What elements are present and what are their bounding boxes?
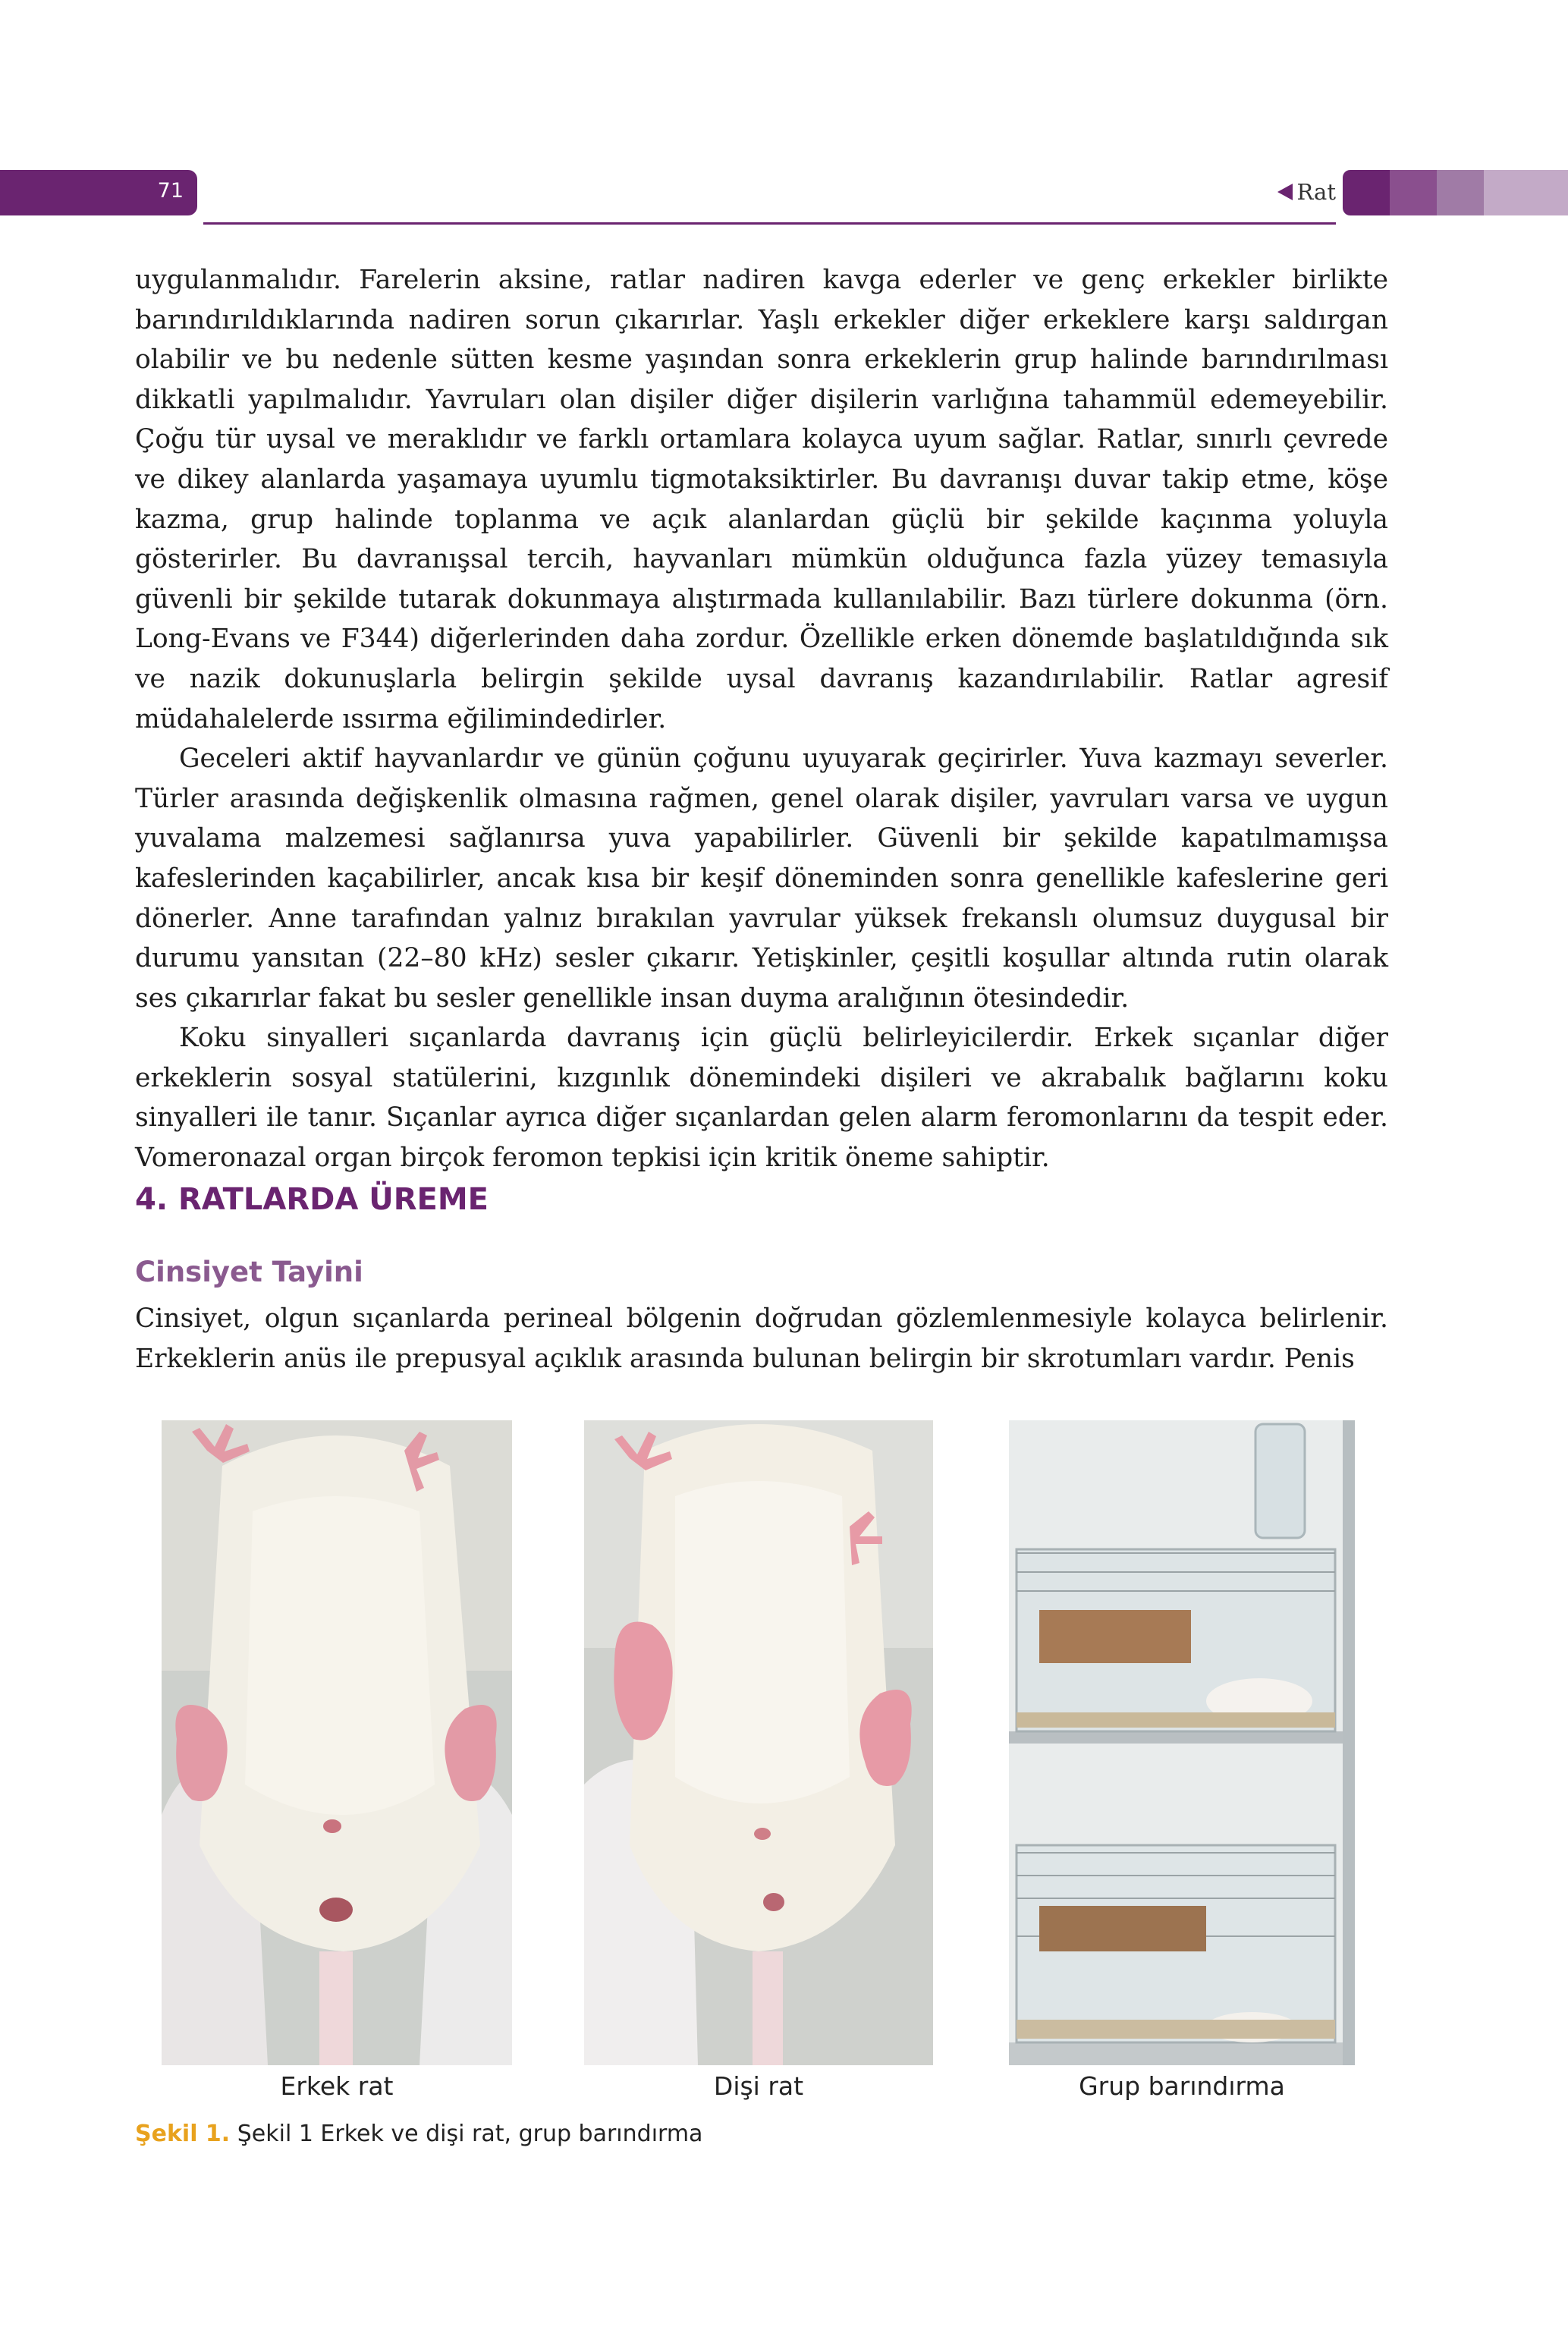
running-title-text: Rat <box>1296 179 1336 205</box>
header-color-blocks <box>1343 170 1568 215</box>
figure-label-female: Dişi rat <box>713 2071 804 2101</box>
sub-heading: Cinsiyet Tayini <box>135 1256 363 1288</box>
body-text <box>135 260 1388 1178</box>
male-rat-photo <box>162 1420 512 2065</box>
section-heading: 4. RATLARDA ÜREME <box>135 1182 489 1217</box>
figure-label-male: Erkek rat <box>280 2071 394 2101</box>
paragraph-3: Koku sinyalleri sıçanlarda davranış için güçlü belirleyicilerdir. Erkek sıçanlar diğer erkeklerin sosyal statülerini, kızgınlık dönemindeki dişileri ve akrabalık bağlarını koku sinyalleri ile tanır. Sıçanlar ayrıca diğer sıçanlardan gelen alarm feromonlarını da tespit eder. Vomeronazal organ birçok feromon tepkisi için kritik öneme sahiptir. <box>135 1023 1388 1174</box>
section-text <box>135 1299 1388 1379</box>
triangle-left-icon <box>1277 184 1293 200</box>
figure-caption-text: Şekil 1 Erkek ve dişi rat, grup barındırma <box>237 2121 703 2147</box>
page-number: 71 <box>157 179 184 203</box>
figure-number: Şekil 1. <box>135 2121 231 2147</box>
running-title <box>1277 179 1336 205</box>
paragraph-1: uygulanmalıdır. Farelerin aksine, ratlar nadiren kavga ederler ve genç erkekler birlikte barındırıldıklarında nadiren sorun çıkarırlar. Yaşlı erkekler diğer erkeklere karşı saldırgan olabilir ve bu nedenle sütten kesme yaşından sonra erkeklerin grup halinde barındırılması dikkatli yapılmalıdır. Yavruları olan dişiler diğer dişilerin varlığına tahammül edemeyebilir. Çoğu tür uysal ve meraklıdır ve farklı ortamlara kolayca uyum sağlar. Ratlar, sınırlı çevrede ve dikey alanlarda yaşamaya uyumlu tigmotaksiktirler. Bu davranışı duvar takip etme, köşe kazma, grup halinde toplanma ve açık alanlardan güçlü bir şekilde kaçınma yoluyla gösterirler. Bu davranışsal tercih, hayvanları mümkün olduğunca fazla yüzey temasıyla güvenli bir şekilde tutarak dokunmaya alıştırmada kullanılabilir. Bazı türlere dokunma (örn. Long-Evans ve F344) diğerlerinden daha zordur. Özellikle erken dönemde başlatıldığında sık ve nazik dokunuşlarla belirgin şekilde uysal davranış kazandırılabilir. Ratlar agresif müdahalelerde ıssırma eğilimindedirler. <box>135 265 1388 734</box>
header-rule <box>203 222 1336 225</box>
header-bar-left <box>0 170 197 215</box>
figure-caption <box>135 2121 702 2147</box>
section-paragraph: Cinsiyet, olgun sıçanlarda perineal bölgenin doğrudan gözlemlenmesiyle kolayca belirlenir. Erkeklerin anüs ile prepusyal açıklık arasında bulunan belirgin bir skrotumları vardır. Penis <box>135 1303 1388 1374</box>
group-housing-photo <box>1009 1420 1355 2065</box>
figure-label-group: Grup barındırma <box>1079 2071 1285 2101</box>
female-rat-photo <box>584 1420 933 2065</box>
paragraph-2: Geceleri aktif hayvanlardır ve günün çoğunu uyuyarak geçirirler. Yuva kazmayı severler. Türler arasında değişkenlik olmasına rağmen, genel olarak dişiler, yavruları varsa ve uygun yuvalama malzemesi sağlanırsa yuva yapabilirler. Güvenli bir şekilde kapatılmamışsa kafeslerinden kaçabilirler, ancak kısa bir keşif döneminden sonra genellikle kafeslerine geri dönerler. Anne tarafından yalnız bırakılan yavrular yüksek frekanslı olumsuz duygusal bir durumu yansıtan (22–80 kHz) sesler çıkarır. Yetişkinler, çeşitli koşullar altında rutin olarak ses çıkarırlar fakat bu sesler genellikle insan duyma aralığının ötesindedir. <box>135 744 1388 1014</box>
